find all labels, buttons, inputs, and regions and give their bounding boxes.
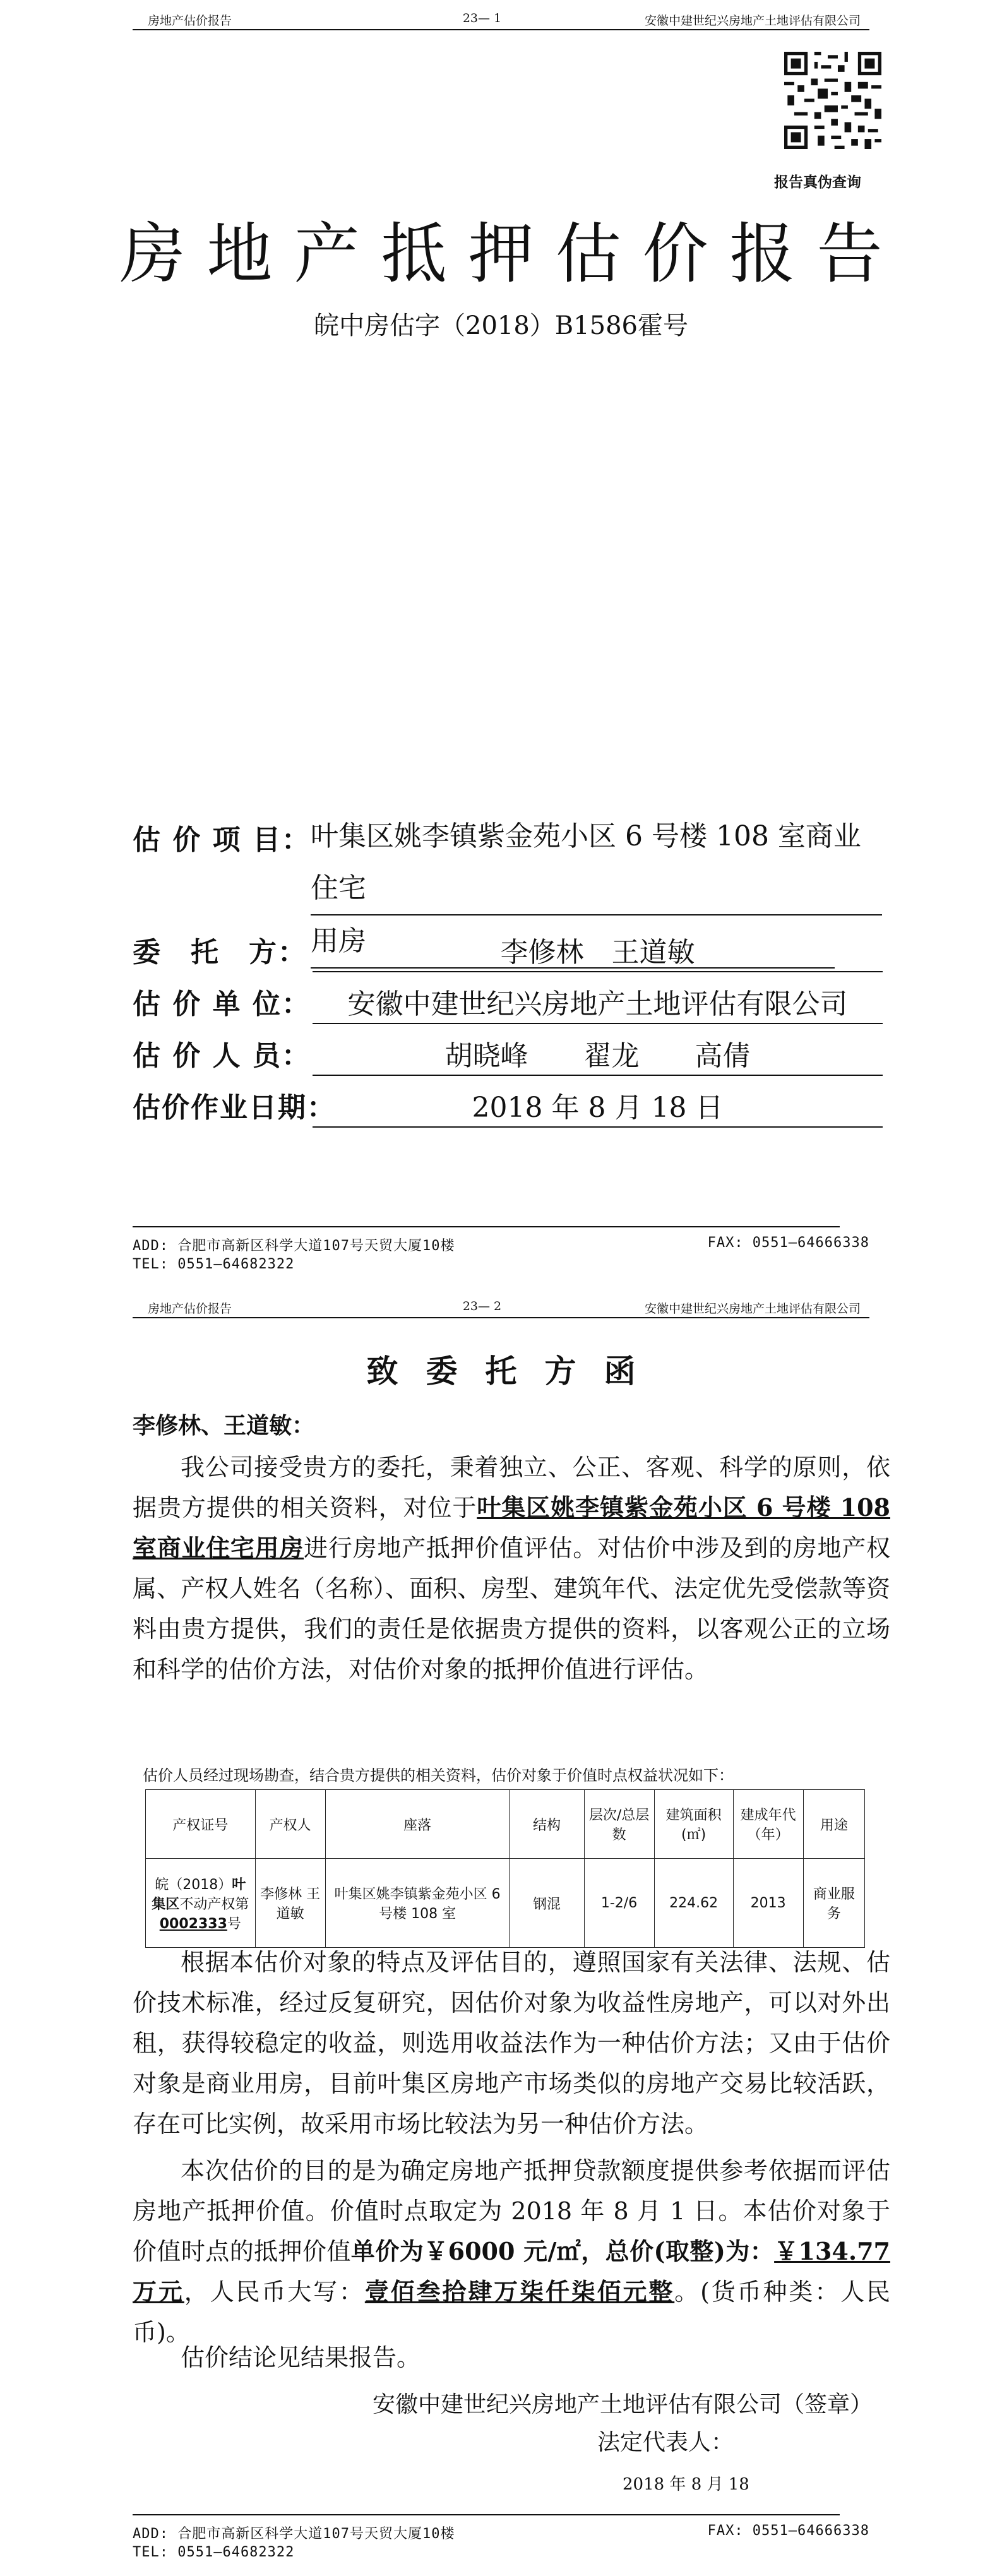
footer-tel: TEL: 0551—64682322 (133, 1256, 295, 1272)
client-value: 李修林 王道敏 (313, 929, 883, 972)
appraiser-org-value: 安徽中建世纪兴房地产土地评估有限公司 (313, 981, 883, 1024)
footer-tel: TEL: 0551—64682322 (133, 2544, 295, 2560)
p1-text-a: 我公司接受贵方的委托，秉着独立、公正、客观、科学的原则，依据贵方提供的相关资料，对位于 (133, 1453, 890, 1522)
footer-address: ADD: 合肥市高新区科学大道107号天贸大厦10楼 (133, 2526, 455, 2542)
qr-label: 报告真伪查询 (774, 174, 861, 191)
signature-representative: 法定代表人： (597, 2430, 734, 2455)
client-label: 委 托 方： (133, 936, 307, 969)
cert-district: 叶集区 (152, 1876, 246, 1912)
survey-note: 估价人员经过现场勘查，结合贵方提供的相关资料，估价对象于价值时点权益状况如下： (143, 1767, 734, 1784)
table-row (146, 1859, 865, 1948)
paragraph-3 (133, 2150, 890, 2352)
footer-divider (133, 1226, 840, 1227)
page-header (133, 1296, 869, 1318)
p3-text-a: 本次估价的目的是为确定房地产抵押贷款额度提供参考依据而评估房地产抵押价值。价值时点取定为 2018 年 8 月 1 日。本估价对象于价值时点的抵押价值 (133, 2157, 890, 2265)
p1-text-c: 进行房地产抵押价值评估。对估价中涉及到的房地产权属、产权人姓名（名称）、面积、房型、建筑年代、法定优先受偿款等资料由贵方提供，我们的责任是依据贵方提供的资料，以客观公正的立场和科学的估价方法，对估价对象的抵押价值进行评估。 (133, 1534, 890, 1683)
appraiser-org-label: 估 价 单 位： (133, 988, 311, 1020)
footer-address: ADD: 合肥市高新区科学大道107号天贸大厦10楼 (133, 1238, 455, 1254)
paragraph-1 (133, 1447, 890, 1690)
project-label: 估 价 项 目： (133, 824, 311, 856)
project-value-line2: 用房 (311, 915, 835, 969)
p3-capital: 壹佰叁拾肆万柒仟柒佰元整 (364, 2277, 675, 2306)
col-structure: 结构 (510, 1790, 584, 1859)
p3-text-f: 。(货币种类：人民币)。 (133, 2278, 890, 2346)
col-area: 建筑面积(㎡) (654, 1790, 733, 1859)
report-title: 房地产抵押估价报告 (119, 215, 904, 292)
signature-date: 2018 年 8 月 18 (623, 2475, 749, 2494)
project-value-line1: 叶集区姚李镇紫金苑小区 6 号楼 108 室商业住宅 (311, 811, 882, 915)
appraisers-label: 估 价 人 员： (133, 1040, 311, 1072)
cell-area: 224.62 (654, 1859, 733, 1948)
letter-title: 致委托方函 (366, 1352, 664, 1390)
header-page-number: 23— 1 (462, 11, 502, 25)
signature-company: 安徽中建世纪兴房地产土地评估有限公司（签章） (373, 2392, 873, 2418)
header-left: 房地产估价报告 (148, 1302, 232, 1316)
page-header (133, 8, 869, 30)
cert-number: 0002333 (159, 1916, 227, 1932)
date-value: 2018 年 8 月 18 日 (313, 1085, 883, 1128)
header-page-number: 23— 2 (462, 1299, 502, 1313)
col-use: 用途 (803, 1790, 864, 1859)
cell-owner: 李修林 王道敏 (255, 1859, 325, 1948)
col-owner: 产权人 (255, 1790, 325, 1859)
header-company: 安徽中建世纪兴房地产土地评估有限公司 (644, 1302, 861, 1316)
table-header-row (146, 1790, 865, 1859)
col-floor: 层次/总层数 (584, 1790, 654, 1859)
report-number: 皖中房估字（2018）B1586霍号 (314, 311, 688, 340)
greeting: 李修林、王道敏： (133, 1412, 315, 1439)
header-company: 安徽中建世纪兴房地产土地评估有限公司 (644, 14, 861, 28)
header-left: 房地产估价报告 (148, 14, 232, 28)
cell-floor: 1-2/6 (584, 1859, 654, 1948)
cell-structure: 钢混 (510, 1859, 584, 1948)
col-location: 座落 (325, 1790, 510, 1859)
property-table (145, 1789, 865, 1948)
qr-code-icon[interactable] (784, 52, 881, 149)
p3-text-d: ，人民币大写： (184, 2278, 365, 2306)
footer-divider (133, 2514, 840, 2515)
cert-mid: 不动产权第 (179, 1896, 249, 1912)
p3-unit-price: 单价为￥6000 元/㎡，总价(取整)为： (350, 2237, 775, 2265)
cell-use: 商业服务 (803, 1859, 864, 1948)
cell-location: 叶集区姚李镇紫金苑小区 6 号楼 108 室 (325, 1859, 510, 1948)
col-year: 建成年代（年） (733, 1790, 803, 1859)
footer-fax: FAX: 0551—64666338 (707, 1235, 869, 1251)
p1-property: 叶集区姚李镇紫金苑小区 6 号楼 108 室商业住宅用房 (133, 1493, 890, 1562)
cell-year: 2013 (733, 1859, 803, 1948)
paragraph-4: 估价结论见结果报告。 (181, 2344, 421, 2371)
footer-fax: FAX: 0551—64666338 (707, 2523, 869, 2539)
p3-total: ￥134.77 万元 (133, 2237, 890, 2306)
cert-prefix: 皖（2018） (155, 1876, 232, 1893)
appraisers-value: 胡晓峰 翟龙 高倩 (313, 1033, 883, 1076)
cell-cert (146, 1859, 256, 1948)
col-cert: 产权证号 (146, 1790, 256, 1859)
paragraph-2: 根据本估价对象的特点及评估目的，遵照国家有关法律、法规、估价技术标准，经过反复研究，因估价对象为收益性房地产，可以对外出租，获得较稳定的收益，则选用收益法作为一种估价方法；又由于估价对象是商业用房，目前叶集区房地产市场类似的房地产交易比较活跃，存在可比实例，故采用市场比较法为另一种估价方法。 (133, 1948, 890, 2138)
letter-page (0, 1288, 1002, 2576)
date-label: 估价作业日期： (133, 1092, 336, 1124)
cert-suffix: 号 (227, 1916, 241, 1932)
